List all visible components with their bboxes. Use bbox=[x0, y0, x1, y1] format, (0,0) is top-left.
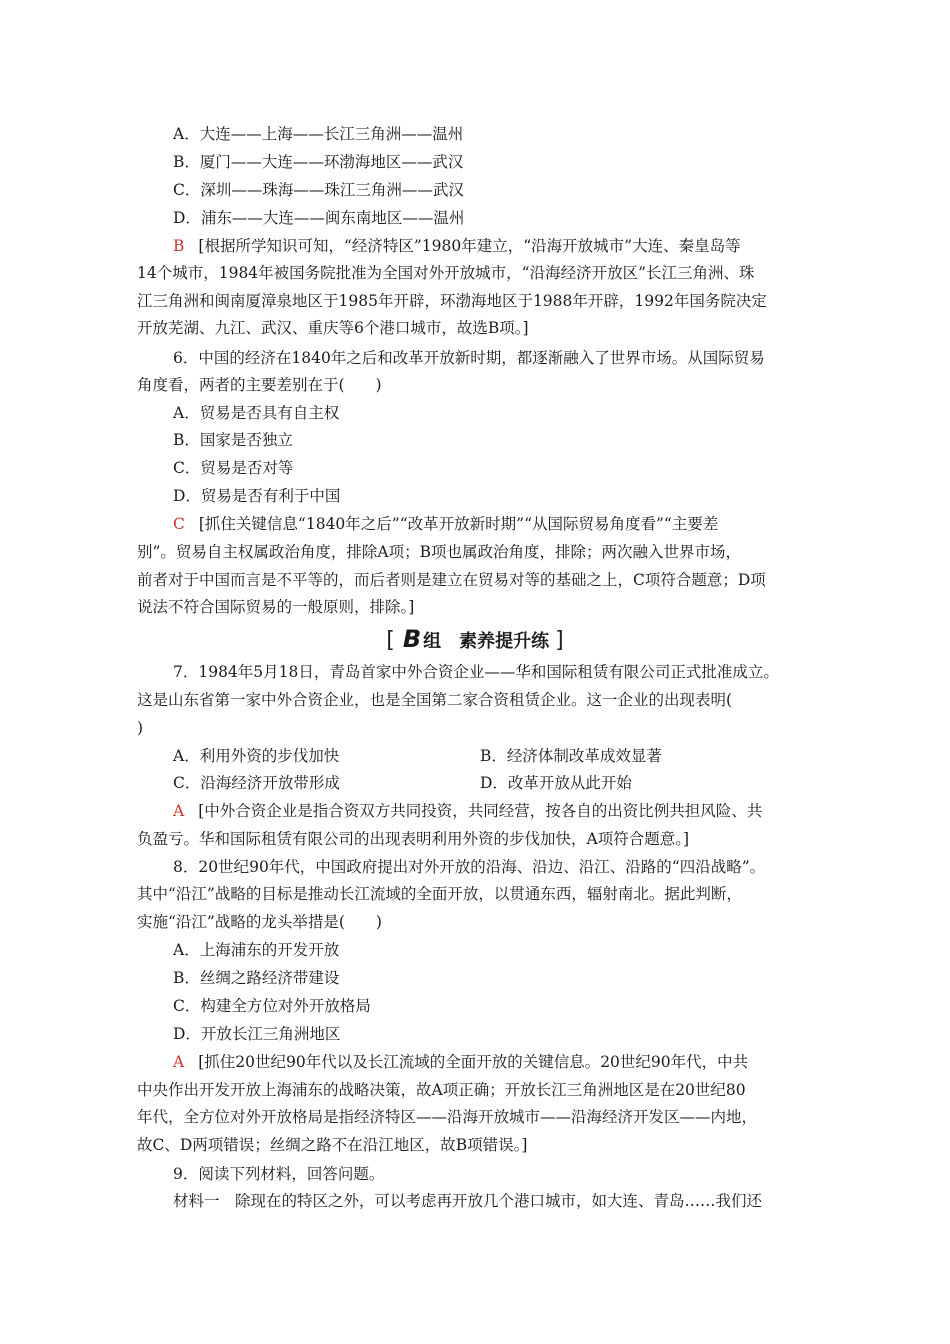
q5-explanation-text: [根据所学知识可知，“经济特区”1980年建立，“沿海开放城市”大连、秦皇岛等 bbox=[198, 237, 741, 255]
q8-stem: 8．20世纪90年代，中国政府提出对外开放的沿海、沿边、沿江、沿路的“四沿战略”。 bbox=[173, 858, 766, 876]
q7-stem: 这是山东省第一家中外合资企业，也是全国第二家合资租赁企业。这一企业的出现表明( bbox=[137, 691, 733, 709]
q6-explanation-line: 别”。贸易自主权属政治角度，排除A项；B项也属政治角度，排除；两次融入世界市场， bbox=[137, 543, 742, 561]
q7-option-b: B．经济体制改革成效显著 bbox=[480, 747, 662, 765]
q5-answer-key: B bbox=[173, 237, 185, 255]
section-left-bracket: [ bbox=[386, 628, 395, 653]
q5-option-a: A．大连——上海——长江三角洲——温州 bbox=[173, 125, 464, 143]
q7-explanation-text: [中外合资企业是指合资双方共同投资，共同经营，按各自的出资比例共担风险、共 bbox=[198, 802, 763, 820]
q8-stem: 其中“沿江”战略的目标是推动长江流域的全面开放，以贯通东西，辐射南北。据此判断， bbox=[137, 885, 742, 903]
q9-material-one: 材料一 除现在的特区之外，可以考虑再开放几个港口城市，如大连、青岛……我们还 bbox=[173, 1192, 763, 1210]
section-right-bracket: ] bbox=[555, 628, 564, 653]
q6-explanation-text: [抓住关键信息“1840年之后”“改革开放新时期”“从国际贸易角度看”“主要差 bbox=[198, 515, 719, 533]
q7-option-row bbox=[173, 773, 823, 793]
q6-stem: 6．中国的经济在1840年之后和改革开放新时期，都逐渐融入了世界市场。从国际贸易 bbox=[173, 349, 765, 367]
q5-option-c: C．深圳——珠海——珠江三角洲——武汉 bbox=[173, 181, 464, 199]
q6-answer-key: C bbox=[173, 515, 185, 533]
q5-explanation-line bbox=[173, 236, 823, 256]
q6-option-a: A．贸易是否具有自主权 bbox=[173, 404, 340, 422]
q5-explanation-line: 江三角洲和闽南厦漳泉地区于1985年开辟，环渤海地区于1988年开辟，1992年国务院决定 bbox=[137, 292, 767, 310]
q7-explanation-line: 负盈亏。华和国际租赁有限公司的出现表明利用外资的步伐加快，A项符合题意。] bbox=[137, 830, 689, 848]
q6-explanation-line bbox=[173, 514, 823, 534]
q5-option-b: B．厦门——大连——环渤海地区——武汉 bbox=[173, 153, 464, 171]
q8-explanation-text: [抓住20世纪90年代以及长江流域的全面开放的关键信息。20世纪90年代，中共 bbox=[198, 1053, 749, 1071]
q8-explanation-line: 故C、D两项错误；丝绸之路不在沿江地区，故B项错误。] bbox=[137, 1136, 528, 1154]
q8-explanation-line: 年代，全方位对外开放格局是指经济特区——沿海开放城市——沿海经济开发区——内地， bbox=[137, 1108, 758, 1126]
q6-explanation-line: 说法不符合国际贸易的一般原则，排除。] bbox=[137, 598, 415, 616]
q7-stem: 7．1984年5月18日，青岛首家中外合资企业——华和国际租赁有限公司正式批准成立。 bbox=[173, 663, 779, 681]
q5-option-d: D．浦东——大连——闽东南地区——温州 bbox=[173, 209, 465, 227]
q8-stem: 实施“沿江”战略的龙头举措是( ) bbox=[137, 913, 382, 931]
q8-option-c: C．构建全方位对外开放格局 bbox=[173, 997, 371, 1015]
q7-stem: ) bbox=[137, 719, 144, 737]
q8-answer-key: A bbox=[173, 1053, 185, 1071]
q7-explanation-line bbox=[173, 801, 823, 821]
section-title: 组 素养提升练 bbox=[423, 631, 550, 652]
q6-option-d: D．贸易是否有利于中国 bbox=[173, 487, 341, 505]
q8-explanation-line: 中央作出开发开放上海浦东的战略决策，故A项正确；开放长江三角洲地区是在20世纪80 bbox=[137, 1081, 746, 1099]
q8-explanation-line bbox=[173, 1052, 823, 1072]
q9-stem: 9．阅读下列材料，回答问题。 bbox=[173, 1165, 385, 1183]
q5-explanation-line: 开放芜湖、九江、武汉、重庆等6个港口城市，故选B项。] bbox=[137, 319, 529, 337]
q6-explanation-line: 前者对于中国而言是不平等的，而后者则是建立在贸易对等的基础之上，C项符合题意；D项 bbox=[137, 571, 766, 589]
q6-option-b: B．国家是否独立 bbox=[173, 431, 293, 449]
q7-option-row bbox=[173, 746, 823, 766]
q7-option-a: A．利用外资的步伐加快 bbox=[173, 747, 340, 765]
q8-option-d: D．开放长江三角洲地区 bbox=[173, 1025, 341, 1043]
q8-option-a: A．上海浦东的开发开放 bbox=[173, 941, 340, 959]
section-b-mark: B bbox=[402, 625, 422, 653]
q6-option-c: C．贸易是否对等 bbox=[173, 459, 294, 477]
q5-explanation-line: 14个城市，1984年被国务院批准为全国对外开放城市，“沿海经济开放区”长江三角洲、珠 bbox=[137, 264, 755, 282]
q7-option-d: D．改革开放从此开始 bbox=[480, 774, 632, 792]
q8-option-b: B．丝绸之路经济带建设 bbox=[173, 969, 340, 987]
q7-option-c: C．沿海经济开放带形成 bbox=[173, 774, 340, 792]
q7-answer-key: A bbox=[173, 802, 185, 820]
section-header bbox=[0, 626, 950, 655]
q6-stem: 角度看，两者的主要差别在于( ) bbox=[137, 376, 382, 394]
